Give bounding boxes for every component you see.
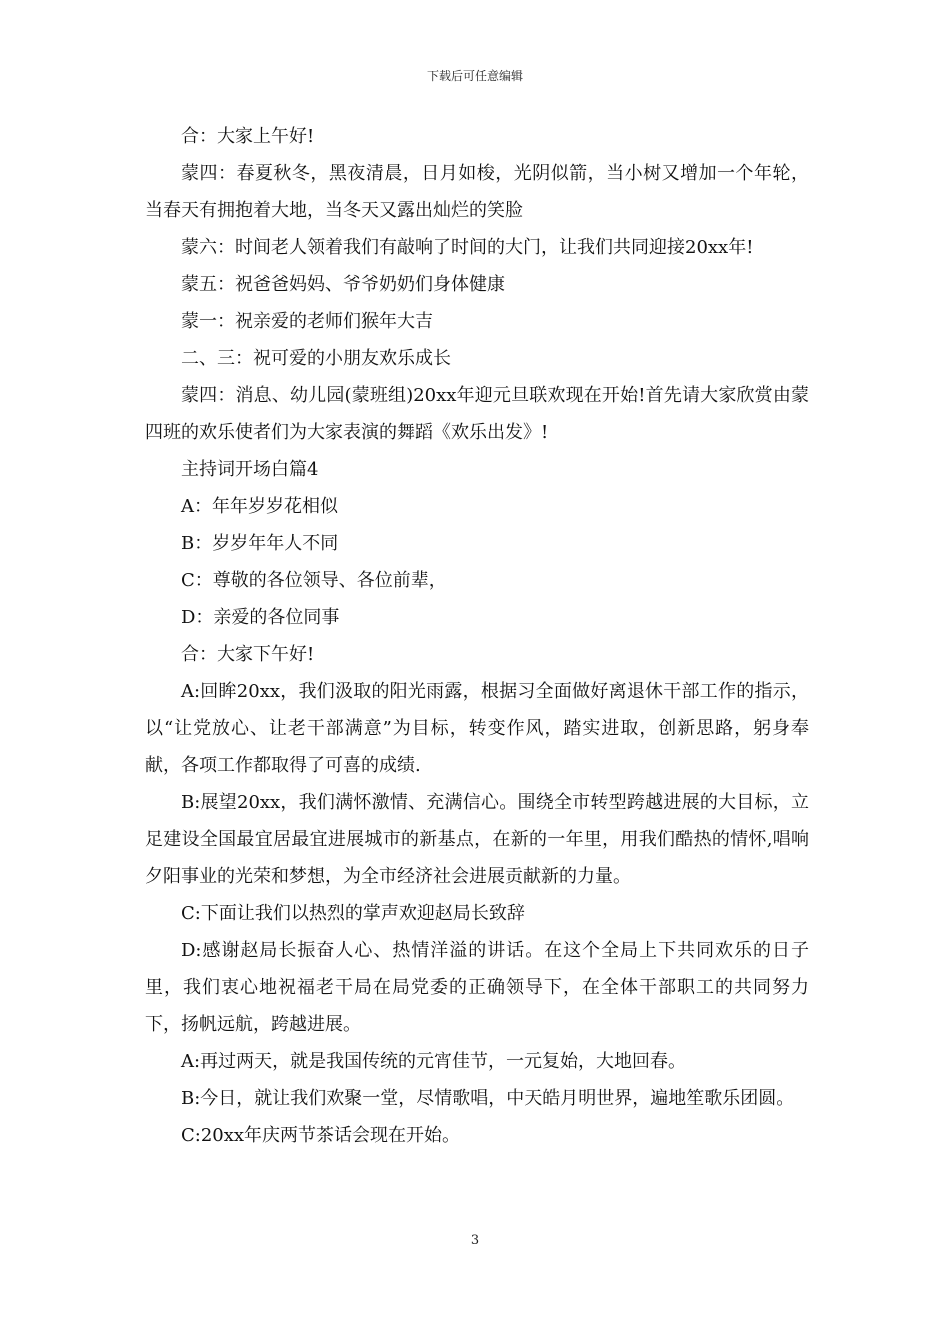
paragraph: 二、三：祝可爱的小朋友欢乐成长 [181,348,451,369]
document-body [145,118,809,1154]
paragraph: 合：大家上午好! [181,126,315,147]
paragraph: 蒙五：祝爸爸妈妈、爷爷奶奶们身体健康 [181,274,505,295]
paragraph: B:今日，就让我们欢聚一堂，尽情歌唱，中天皓月明世界，遍地笙歌乐团圆。 [181,1088,795,1109]
paragraph: B:展望20xx，我们满怀激情、充满信心。围绕全市转型跨越进展的大目标，立足建设全国最宜居最宜进展城市的新基点，在新的一年里，用我们酷热的情怀,唱响夕阳事业的光荣和梦想，为全市经济社会进展贡献新的力量。 [145,792,809,887]
page-header: 下载后可任意编辑 [426,69,523,83]
paragraph: C:下面让我们以热烈的掌声欢迎赵局长致辞 [181,903,525,924]
paragraph: 蒙四：消息、幼儿园(蒙班组)20xx年迎元旦联欢现在开始!首先请大家欣赏由蒙四班的欢乐使者们为大家表演的舞蹈《欢乐出发》! [145,385,809,443]
paragraph: B：岁岁年年人不同 [181,533,339,554]
paragraph: A：年年岁岁花相似 [181,496,338,517]
section-heading: 主持词开场白篇4 [181,459,319,480]
paragraph: 蒙四：春夏秋冬，黑夜清晨，日月如梭，光阴似箭，当小树又增加一个年轮，当春天有拥抱着大地，当冬天又露出灿烂的笑脸 [145,163,809,221]
paragraph: A:再过两天，就是我国传统的元宵佳节，一元复始，大地回春。 [181,1051,687,1072]
paragraph: C:20xx年庆两节茶话会现在开始。 [181,1125,461,1146]
paragraph: D：亲爱的各位同事 [181,607,340,628]
paragraph: D:感谢赵局长振奋人心、热情洋溢的讲话。在这个全局上下共同欢乐的日子里，我们衷心地祝福老干局在局党委的正确领导下，在全体干部职工的共同努力下，扬帆远航，跨越进展。 [145,940,809,1035]
paragraph: 合：大家下午好! [181,644,315,665]
paragraph: A:回眸20xx，我们汲取的阳光雨露，根据习全面做好离退休干部工作的指示，以“让党放心、让老干部满意”为目标，转变作风，踏实进取，创新思路，躬身奉献，各项工作都取得了可喜的成绩. [145,681,809,776]
page-number: 3 [470,1233,480,1248]
paragraph: 蒙一：祝亲爱的老师们猴年大吉 [181,311,433,332]
paragraph: C：尊敬的各位领导、各位前辈， [181,570,447,591]
paragraph: 蒙六：时间老人领着我们有敲响了时间的大门，让我们共同迎接20xx年! [181,237,754,258]
